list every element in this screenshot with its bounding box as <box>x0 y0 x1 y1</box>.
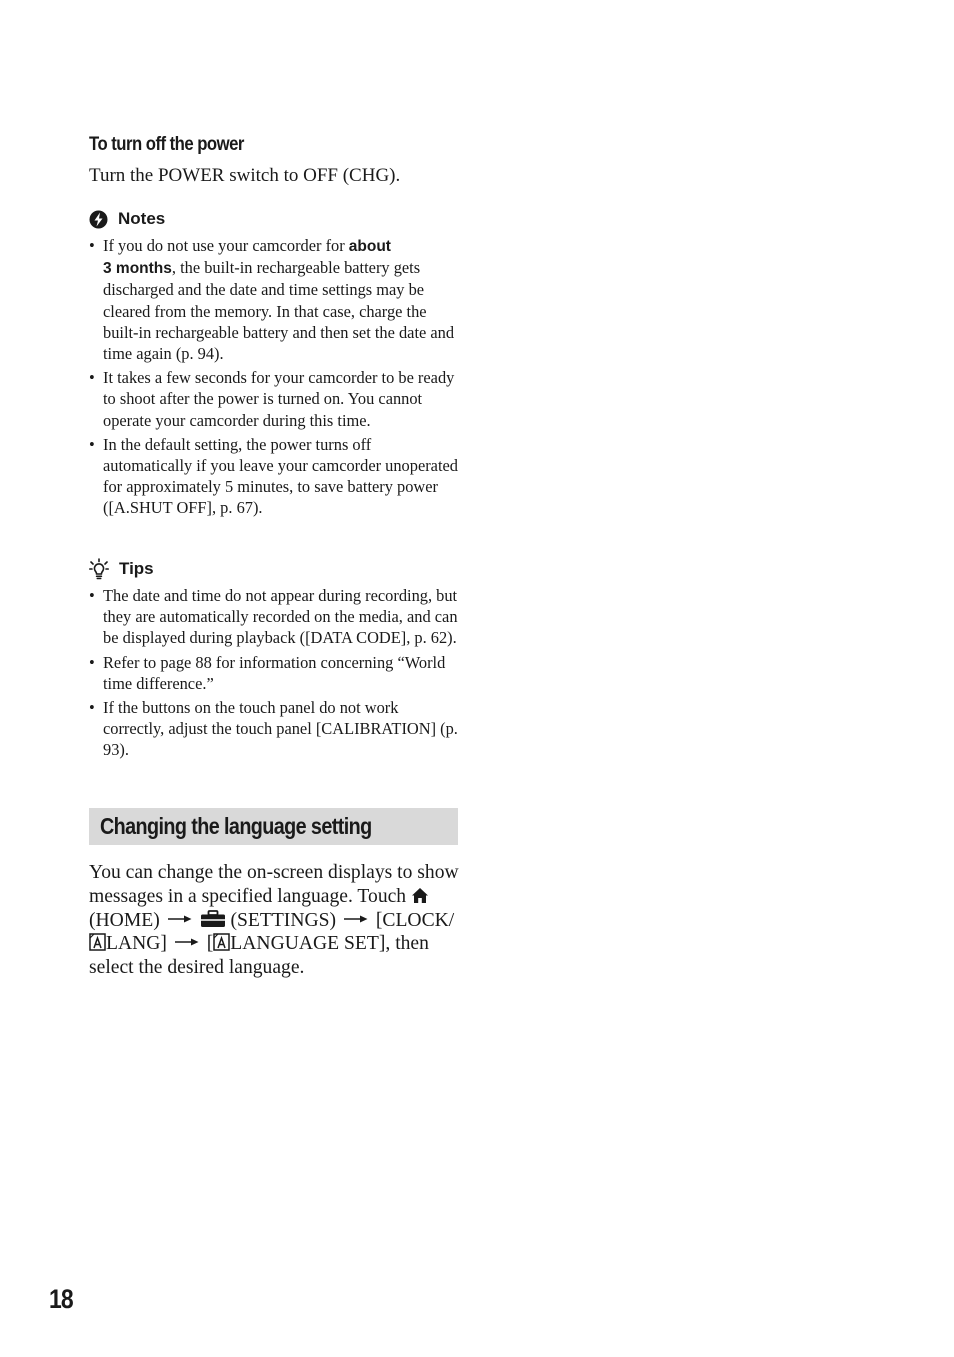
home-label: (HOME) <box>89 909 160 931</box>
power-off-heading: To turn off the power <box>89 134 244 155</box>
lightbulb-icon <box>89 558 109 580</box>
note-2-text: It takes a few seconds for your camcorder to be ready to shoot after the power is turned on. You cannot operate your camcorder during this time. <box>103 368 455 430</box>
home-icon <box>411 887 429 904</box>
notes-heading <box>89 209 165 229</box>
clock-label-post: LANG] <box>106 933 167 955</box>
right-arrow-icon <box>168 915 192 923</box>
tip-1-text: The date and time do not appear during recording, but they are automatically recorded on the media, and can be displayed during playback ([DATA CODE], p. 62). <box>103 586 458 648</box>
language-section-title: Changing the language setting <box>100 813 372 839</box>
tips-heading <box>89 558 154 580</box>
settings-label: (SETTINGS) <box>230 909 337 931</box>
note-1-bold-about: about <box>348 238 391 255</box>
notes-list <box>89 235 459 522</box>
settings-toolbox-icon <box>200 910 226 928</box>
notes-bolt-icon <box>89 210 108 229</box>
right-arrow-icon <box>344 915 368 923</box>
tip-2-text: Refer to page 88 for information concerning “World time difference.” <box>103 652 446 693</box>
list-item <box>89 235 459 364</box>
power-off-text: Turn the POWER switch to OFF (CHG). <box>89 165 401 186</box>
touch-word: Touch <box>357 885 407 907</box>
language-section-header <box>89 808 458 845</box>
clock-label-pre: [CLOCK/ <box>375 909 455 931</box>
language-instructions <box>89 861 461 980</box>
note-1-pre: If you do not use your camcorder for <box>103 236 349 255</box>
language-set-pre: [ <box>206 933 214 955</box>
note-1-bold-months: 3 months <box>103 260 172 278</box>
tips-list <box>89 585 459 764</box>
page-number: 18 <box>49 1284 73 1314</box>
language-a-icon <box>89 933 106 951</box>
list-item <box>89 697 459 761</box>
note-3-text: In the default setting, the power turns off automatically if you leave your camcorder unoperated for approximately 5 minutes, to save battery power ([A.SHUT OFF], p. 67). <box>103 434 458 518</box>
note-1-post: , the built-in rechargeable battery gets discharged and the date and time settings may be cleared from the memory. In that case, charge the built-in rechargeable battery and then set the date and time again (p. 94). <box>103 258 455 364</box>
notes-heading-label: Notes <box>118 209 166 228</box>
list-item <box>89 652 459 694</box>
language-intro: You can change the on-screen displays to show messages in a specified language. <box>89 862 459 907</box>
language-a-icon <box>213 933 230 951</box>
list-item <box>89 367 459 431</box>
tips-heading-label: Tips <box>119 559 154 578</box>
tip-3-text: If the buttons on the touch panel do not work correctly, adjust the touch panel [CALIBRATION] (p. 93). <box>103 698 458 760</box>
list-item <box>89 434 459 519</box>
language-set-post: LANGUAGE SET], then select the desired language. <box>89 933 429 979</box>
right-arrow-icon <box>175 938 199 946</box>
list-item <box>89 585 459 649</box>
